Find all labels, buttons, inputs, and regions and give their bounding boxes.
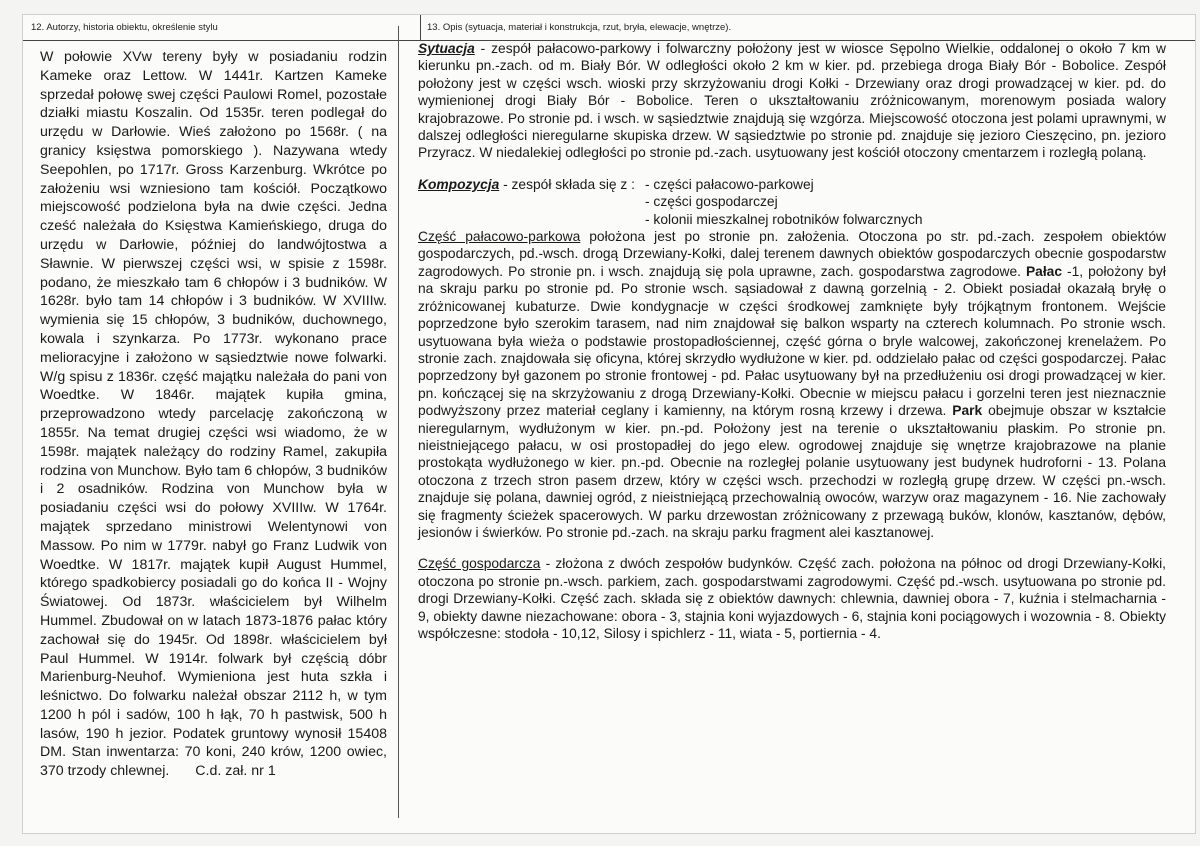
palacowa-text-1: położona jest po stronie pn. założenia. Otoczona po str. pd.-zach. zespołem obiektów gospodarczych, pd.-wsch. drogą Drzewiany-Kołki, dalej terenem dawnych obiektów gospodarczych obecnie gospodarstw zagrodowych. Po stronie pn. i wsch. znajdują się pola uprawne, zach. gospodarstwa zagrodowe. (418, 229, 1166, 279)
section-13-header: 13. Opis (sytuacja, materiał i konstrukcja, rzut, bryła, elewacje, wnętrze). (421, 15, 1195, 41)
palacowa-text-2: -1, położony był na skraju parku po stronie pd. Po stronie wsch. sąsiadował z dawną gorzelnią - 2. Obiekt posiadał okazałą bryłę o zróżnicowanej kubaturze. Dwie kondygnacje w części środkowej zamknięte były trójkątnym frontonem. Wejście poprzedzone było szerokim tarasem, nad nim znajdował się balkon wsparty na czterech kolumnach. Po stronie wsch. usytuowana była wieża o podstawie prostopadłościennej, część górna o bryle walcowej, zakończonej krenelażem. Po stronie zach. znajdowała się oficyna, której skrzydło wydłużone w kier. pd. oddzielało pałac od części gospodarczej. Pałac poprzedzony był gazonem po stronie frontowej - pd. Pałac usytuowany był na przedłużeniu osi drogi prowadzącej w kier. pn. kończącej się na skrzyżowaniu z drogą Drzewiany-Kołki. Obecnie w miejscu pałacu i gorzelni teren jest nieznacznie podwyższony przez materiał ceglany i kamienny, na którym rosną krzewy i drzewa. (418, 263, 1166, 419)
history-column (40, 48, 387, 781)
palac-label: Pałac (1025, 263, 1063, 279)
sytuacja-text: - zespół pałacowo-parkowy i folwarczny położony jest w wiosce Sępolno Wielkie, oddalonej o około 7 km w kierunku pn.-zach. od m. Biały Bór. W odległości około 2 km w kier. pd. przebiega droga Biały Bór - Bobolice. Zespół położony jest w części wsch. wioski przy skrzyżowaniu drogi Kołki - Drzewiany oraz drogi prowadzącej w kier. pd. do wymienionej drogi Biały Bór - Bobolice. Teren o ukształtowaniu zróżnicowanym, morenowym posiada walory krajobrazowe. Po stronie pd. i wsch. w sąsiedztwie znajdują się wzgórza. Miejscowość otoczona jest polami uprawnymi, w dalszej odległości nieregularne skupiska drzew. W sąsiedztwie po stronie pd. znajduje się jezioro Cieszęcino, pn. jezioro Przyracz. W niedalekiej odległości po stronie pd.-zach. usytuowany jest kościół otoczony cmentarzem i rozległą polaną. (418, 41, 1166, 161)
history-text: W połowie XVw tereny były w posiadaniu rodzin Kameke oraz Lettow. W 1441r. Kartzen Kameke sprzedał połowę swej części Paulowi Romel, pozostałe działki miastu Koszalin. Od 1535r. teren podlegał do urzędu w Darłowie. Wieś założono po 1568r. ( na granicy księstwa pomorskiego ). Nazywana wtedy Seepohlen, po 1717r. Gross Karzenburg. Wkrótce po założeniu wsi wzniesiono tam kościół. Początkowo miejscowość podzielona była na dwie części. Jedna cześć należała do Księstwa Kamieńskiego, druga do urzędu w Darłowie, później do landwójtostwa a Sławnie. W pierwszej części wsi, w spisie z 1598r. podano, że mieszkało tam 6 chłopów i 3 budników. W 1628r. było tam 14 chłopów i 3 budników. W XVIIIw. wymienia się 15 chłopów, 3 budników, duchownego, kowala i szynkarza. Po 1773r. wykonano prace melioracyjne i założono w sąsiedztwie nowe folwarki. W/g spisu z 1836r. część majątku należała do pani von Woedtke. W 1846r. majątek kupiła gmina, przeprowadzono wtedy parcelację zakończoną w 1855r. Na temat drugiej części wsi wiadomo, że w 1598r. majątek należący do rodziny Ramel, zakupiła rodzina von Munchow. Było tam 6 chłopów, 3 budników i 2 osadników. Rodzina von Munchow była w posiadaniu części wsi do połowy XVIIIw. W 1764r. majątek sprzedano ministrowi Welentynowi von Massow. Po nim w 1779r. nabył go Franz Ludwik von Woedtke. W 1817r. majątek kupił August Hummel, którego spadkobiercy posiadali go do końca II - Wojny Światowej. Od 1873r. właścicielem był Wilhelm Hummel. Zbudował on w latach 1873-1876 pałac który zachował się do 1945r. Od 1898r. właścicielem był Paul Hummel. W 1914r. folwark był częścią dóbr Marienburg-Neuhof. Wymieniona jest huta szkła i leśnictwo. Do folwarku należał obszar 2112 h, w tym 1200 h pól i sadów, 100 h łąk, 70 h pastwisk, 500 h lasów, 190 h jezior. Podatek gruntowy wynosił 15408 DM. Stan inwentarza: 70 koni, 240 krów, 1200 owiec, 370 trzody chlewnej. (40, 49, 388, 780)
kompozycja-block (418, 176, 1166, 228)
section-12-header: 12. Autorzy, historia obiektu, określenie stylu (23, 15, 421, 41)
sytuacja-paragraph (418, 40, 1166, 162)
list-item: - kolonii mieszkalnej robotników folwarcznych (645, 211, 923, 227)
description-column (418, 40, 1166, 642)
park-label: Park (952, 403, 983, 419)
palacowa-heading: Część pałacowo-parkowa (418, 229, 581, 245)
list-item: - części pałacowo-parkowej (645, 176, 814, 192)
sytuacja-heading: Sytuacja (418, 41, 475, 56)
continuation-note: C.d. zał. nr 1 (195, 763, 276, 780)
palacowa-text-3: obejmuje obszar w kształcie nieregularnym, wydłużonym w kier. pn.-pd. Położony jest na terenie o ukształtowaniu płaskim. Po stronie pn. nieistniejącego pałacu, w osi prostopadłej do jego elew. ogrodowej znajduje się wnętrze krajobrazowe na planie prostokąta wydłużonego w kier. pn.-pd. Obecnie na rozległej polanie usytuowany jest budynek hudroforni - 13. Polana otoczona z trzech stron pasem drzew, który w części wsch. przechodzi w rozległą grupę drzew. W części pn.-wsch. znajduje się polana, dawniej ogród, z nieistniejącą przechowalnią owoców, warzyw oraz magazynem - 16. Nie zachowały się fragmenty ścieżek spacerowych. W parku drzewostan zróżnicowany z przewagą buków, klonów, kasztanów, dębów, jesionów i świerków. Po stronie pd.-zach. na skraju parku fragment alei kasztanowej. (418, 403, 1166, 540)
kompozycja-heading: Kompozycja (418, 176, 500, 192)
list-item: - części gospodarczej (645, 194, 778, 210)
column-divider (398, 26, 399, 818)
gospodarcza-heading: Część gospodarcza (418, 556, 541, 572)
gospodarcza-paragraph (418, 555, 1166, 642)
kompozycja-list (645, 176, 923, 228)
gospodarcza-text: - złożona z dwóch zespołów budynków. Część zach. położona na północ od drogi Drzewiany-Kołki, otoczona po stronie pn.-wsch. parkiem, zach. gospodarstwami zagrodowymi. Część pd.-wsch. usytuowana po stronie pd. drogi Drzewiany-Kołki. Część zach. składa się z obiektów dawnych: chlewnia, dawniej obora - 7, kuźnia i stelmacharnia - 9, obiekty dawne niezachowane: obora - 3, stajnia koni wyjazdowych - 6, stajnia koni pociągowych i wozownia - 8. Obiekty współczesne: stodoła - 10,12, Silosy i spichlerz - 11, wiata - 5, portiernia - 4. (418, 556, 1166, 641)
palacowa-paragraph (418, 228, 1166, 541)
kompozycja-lead: - zespół składa się z : (499, 176, 635, 192)
